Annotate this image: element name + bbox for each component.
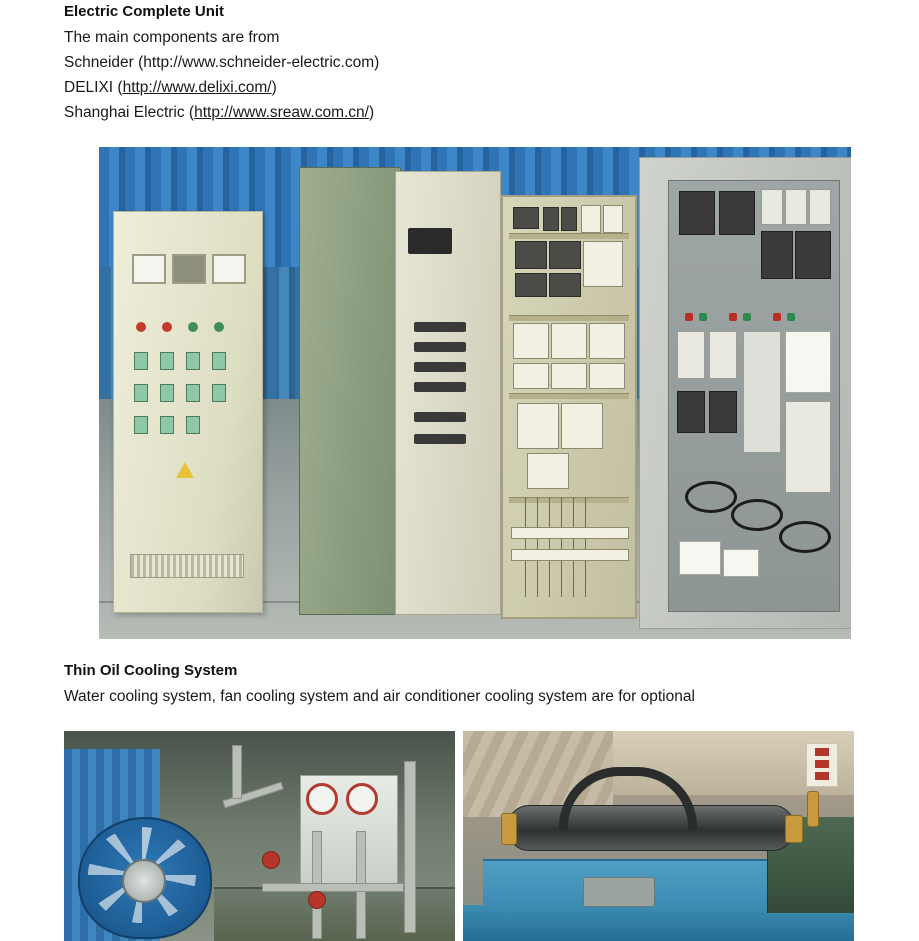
switchgear-backplate — [668, 180, 840, 612]
schneider-link[interactable]: http://www.schneider-electric.com — [143, 54, 375, 71]
open-control-cabinet-interior — [501, 195, 637, 619]
cooling-system-photo-pair — [64, 731, 854, 941]
schneider-suffix: ) — [374, 54, 380, 71]
green-cabinet-body — [299, 167, 401, 615]
closed-control-cabinet — [113, 211, 263, 613]
brass-pipe-right — [807, 791, 819, 827]
frame-post — [232, 745, 242, 799]
section-title-thin-oil-cooling-system: Thin Oil Cooling System — [64, 662, 238, 679]
mounting-plate — [583, 877, 655, 907]
shanghai-suffix: ) — [368, 104, 375, 121]
brass-flange-right — [785, 815, 803, 843]
electric-control-cabinets-photo — [99, 147, 851, 639]
schneider-line — [64, 50, 919, 75]
red-valve-2 — [262, 851, 280, 869]
schneider-prefix: Schneider ( — [64, 54, 144, 71]
delixi-prefix: DELIXI ( — [64, 79, 123, 96]
thin-oil-cooling-description: Water cooling system, fan cooling system and air conditioner cooling system are for optional — [64, 688, 695, 705]
pressure-gauge-left — [306, 783, 338, 815]
horizontal-pipe — [262, 883, 404, 892]
water-cooled-oil-cooler-photo — [463, 731, 854, 941]
fan-hub — [122, 859, 166, 903]
open-cabinet-door — [395, 171, 501, 615]
ventilation-grille — [130, 554, 244, 578]
riser-pipe — [404, 761, 416, 933]
brass-flange-left — [501, 813, 517, 845]
section-title-electric-complete-unit: Electric Complete Unit — [64, 3, 225, 20]
delixi-link[interactable]: http://www.delixi.com/ — [122, 79, 272, 96]
fan-cooling-skid-photo — [64, 731, 455, 941]
shanghai-electric-line — [64, 100, 919, 125]
warning-triangle-icon — [176, 462, 194, 478]
grey-switchgear-cabinet — [639, 157, 851, 629]
delixi-line — [64, 75, 919, 100]
skid-base-frame — [214, 887, 455, 941]
electric-unit-intro-line: The main components are from — [64, 29, 280, 46]
warning-label — [806, 743, 838, 787]
shanghai-electric-link[interactable]: http://www.sreaw.com.cn/ — [194, 104, 369, 121]
delixi-suffix: ) — [271, 79, 277, 96]
red-valve-1 — [308, 891, 326, 909]
shanghai-prefix: Shanghai Electric ( — [64, 104, 195, 121]
pressure-gauge-right — [346, 783, 378, 815]
